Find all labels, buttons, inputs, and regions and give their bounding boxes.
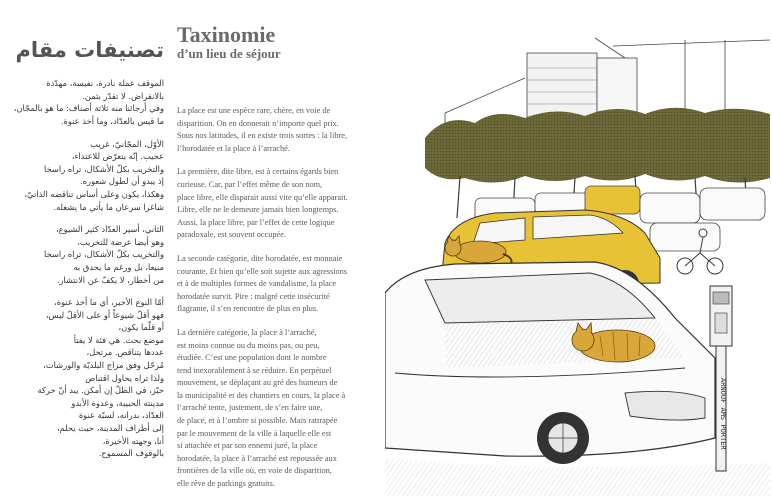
arabic-body [13, 77, 164, 460]
french-text-line: étudiée. C’est une population dont le nombre [177, 353, 327, 363]
arabic-text-line: ولذا تراه يحاول اقتناص [85, 372, 164, 383]
french-text-line: horodatée survit. Pire : malgré cette insécurité [177, 291, 330, 301]
french-text-line: l’horodatée et la place à l’arraché. [177, 143, 290, 153]
french-text-line: tend inexorablement à se réduire. En perpétuel [177, 365, 332, 375]
french-text-line: la municipalité et des chantiers en cours, la place à [177, 390, 346, 400]
french-body [177, 105, 373, 491]
french-text-line: mouvement, se déplaçant au gré des humeurs de [177, 378, 338, 388]
arabic-text-line: ما قيس بالعدّاد، وما أخذ عنوة. [60, 115, 164, 126]
french-text-line: La première, dite libre, est à certains égards bien [177, 167, 339, 177]
meter-graffiti: ARNOUF AMS PORTER [719, 378, 727, 450]
arabic-text-line: والتخريب بكلّ الأشكال، تراه راسخا [44, 163, 164, 174]
french-text-line: La dernière catégorie, la place à l’arraché, [177, 327, 317, 337]
arabic-text-line: أمّا النوع الأخير، أي ما أخذ عنوة، [54, 297, 164, 308]
french-paragraph [177, 105, 373, 155]
french-text-line: par le mouvement de la ville à laquelle elle est [177, 428, 332, 438]
white-car-foreground [385, 262, 715, 464]
illustration-svg [385, 18, 770, 496]
french-title: Taxinomie [177, 22, 276, 47]
arabic-text-line: فهو أقلّ شيوعاً أو على الأقلّ ليس، [45, 309, 164, 320]
arabic-text-line: والتخريب بكلّ الأشكال، تراه راسخا [44, 249, 164, 260]
arabic-column [13, 38, 164, 488]
french-text-line: La place est une espèce rare, chère, en voie de [177, 106, 331, 115]
parking-lot-illustration [385, 18, 770, 496]
arabic-text-line: شاغرا سرعان ما يأتي ما يشغله. [53, 201, 164, 212]
arabic-text-line: عددها يتناقص. مرتحل، [86, 347, 164, 358]
arabic-text-line: بالوقوف المسموح. [98, 448, 164, 459]
arabic-text-line: وهكذا، يكون وعلى أساس تناقضه الذاتيّ، [24, 188, 164, 199]
arabic-text-line: الثاني، أسير العدّاد كثير الشيوع، [55, 224, 164, 235]
ground-shadow [385, 458, 770, 496]
arabic-text-line: الموقف عملة نادرة، نفيسة، مهدّدة [46, 78, 164, 89]
french-column [177, 24, 373, 494]
french-text-line: place libre, elle disparait aussi vite qu’elle apparait. [177, 192, 348, 202]
arabic-text-line: حيّز، في الظلّ إن أمكن. يبد أنّ حركة [37, 385, 164, 396]
french-text-line: Aussi, la place libre, par l’effet de cette logique [177, 217, 335, 227]
arabic-text-line: إذ يبدو أن لطول شعوره. [79, 176, 164, 187]
arabic-text-line: أنا، وجهته الأخيرة، [102, 435, 164, 446]
french-text-line: elle rêve de parkings gratuits. [177, 479, 275, 489]
french-text-line: La seconde catégorie, dite horodatée, est monnaie [177, 253, 343, 263]
french-paragraph [177, 327, 373, 491]
arabic-text-line: إلى أطراف المدينة، حيث يحلم، [56, 423, 164, 434]
arabic-text-line: مُرحّل وفق مزاج البلديّة والورشات، [43, 360, 164, 371]
french-paragraph [177, 253, 373, 316]
french-text-line: Sous nos latitudes, il en existe trois sortes : la libre, [177, 131, 348, 141]
french-subtitle: d’un lieu de séjour [177, 46, 281, 61]
french-text-line: frontières de la ville où, en voie de disparition, [177, 466, 332, 476]
french-text-line: Libre, elle ne le demeure jamais bien longtemps. [177, 205, 339, 215]
arabic-paragraph [28, 223, 164, 286]
arabic-text-line: وفي أرجائنا منه ثلاثة أصناف: ما هو بالمجّان، [13, 103, 164, 114]
arabic-text-line: عجيب. إنّه يتعرّض للاعتداء، [71, 151, 164, 162]
arabic-paragraph [13, 77, 164, 127]
french-text-line: disparition. On en donnerait n’importe quel prix. [177, 118, 339, 128]
arabic-text-line: العدّاد، بدرانه، لسيّة عنوة [78, 410, 164, 421]
french-text-line: et à de multiples formes de vandalisme, la place [177, 279, 337, 289]
arabic-paragraph [24, 138, 164, 214]
french-text-line: flagrante, il s’en rencontre de plus en plus. [177, 304, 319, 314]
french-text-line: courante. Et bien qu’elle soit sujette aux agressions [177, 266, 348, 276]
arabic-paragraph [28, 296, 164, 460]
french-text-line: si attachée et par son ennemi juré, la place [177, 441, 318, 451]
arabic-text-line: منيعا، بل ورغم ما يحدق به [73, 261, 164, 272]
arabic-text-line: وهو أيضا عرضة للتخريب، [77, 236, 164, 247]
arabic-text-line: مدينته الحبيبة، وعدوة الأبدو [71, 397, 164, 408]
arabic-text-line: موضع بحث. هي فئة لا يفتأ [73, 334, 164, 345]
arabic-title: تصنيفات مقام [15, 38, 164, 62]
french-text-line: paradoxale, est souvent occupée. [177, 230, 286, 240]
french-text-line: de place, et à l’ombre si possible. Mais rattrapée [177, 416, 338, 426]
french-text-line: est moins connue ou du moins pas, ou peu, [177, 340, 320, 350]
arabic-text-line: الأوّل، المجّانيّ، غريب [90, 138, 164, 149]
arabic-text-line: أو قلّما يكون، [118, 322, 164, 333]
french-text-line: curieuse. Car, par l’effet même de son nom, [177, 179, 323, 189]
arabic-text-line: بالانقراض. لا تقدّر بثمن. [82, 90, 164, 101]
french-text-line: horodatée, la place à l’arraché est repoussée aux [177, 453, 337, 463]
arabic-text-line: من أخطار، لا يكفّ عن الانتشار. [56, 274, 164, 285]
french-text-line: l’arraché tente, justement, de s’en faire une, [177, 403, 323, 413]
french-paragraph [177, 166, 373, 242]
